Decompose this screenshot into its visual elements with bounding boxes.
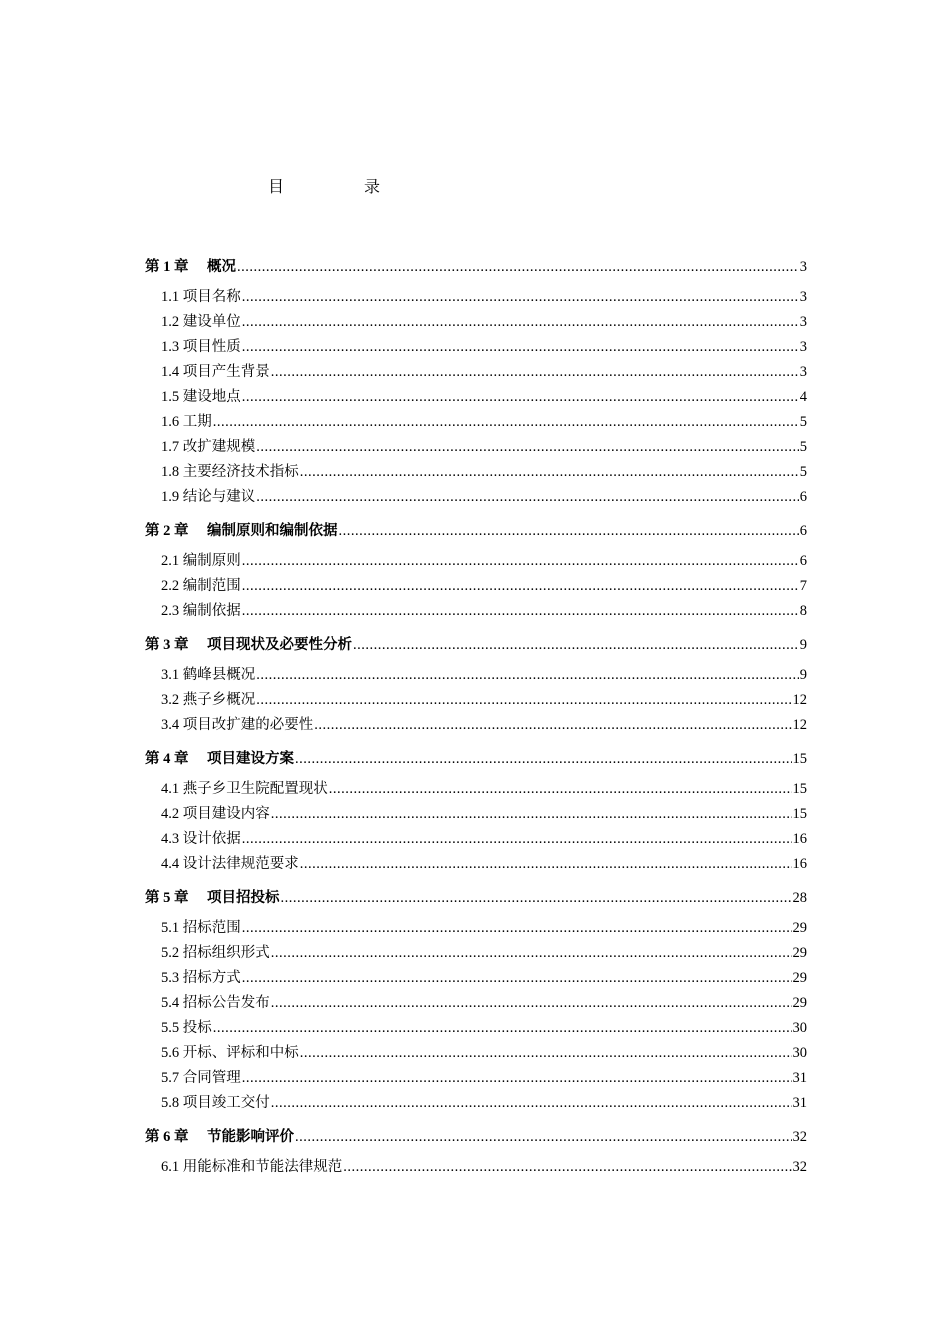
- toc-section-entry[interactable]: [145, 690, 807, 710]
- toc-section-entry[interactable]: [145, 1093, 807, 1113]
- toc-section-entry[interactable]: [145, 1043, 807, 1063]
- toc-chapter-entry[interactable]: [145, 257, 807, 277]
- toc-page-number: 16: [792, 856, 807, 872]
- toc-heading-char-2: 录: [364, 179, 381, 196]
- toc-page-number: 3: [799, 314, 807, 330]
- toc-dot-leader: [281, 888, 792, 908]
- toc-section-label: 5.3 招标方式: [161, 970, 241, 986]
- toc-section-entry[interactable]: [145, 487, 807, 507]
- table-of-contents: [145, 257, 807, 1182]
- toc-dot-leader: [242, 601, 799, 621]
- toc-page-number: 3: [799, 289, 807, 305]
- toc-dot-leader: [242, 551, 799, 571]
- toc-page-number: 8: [799, 603, 807, 619]
- toc-page-number: 31: [792, 1095, 807, 1111]
- toc-page-number: 29: [792, 995, 807, 1011]
- toc-dot-leader: [242, 576, 799, 596]
- toc-dot-leader: [314, 715, 791, 735]
- toc-section-entry[interactable]: [145, 312, 807, 332]
- toc-section-entry[interactable]: [145, 576, 807, 596]
- toc-section-label: 2.3 编制依据: [161, 603, 241, 619]
- toc-dot-leader: [213, 1018, 792, 1038]
- toc-section-entry[interactable]: [145, 412, 807, 432]
- toc-section-entry[interactable]: [145, 551, 807, 571]
- toc-section-entry[interactable]: [145, 1157, 807, 1177]
- toc-dot-leader: [242, 918, 792, 938]
- toc-chapter-label: [145, 749, 294, 769]
- toc-section-label: 1.1 项目名称: [161, 289, 241, 305]
- toc-dot-leader: [242, 829, 792, 849]
- toc-section-label: 3.4 项目改扩建的必要性: [161, 717, 314, 733]
- toc-section-entry[interactable]: [145, 829, 807, 849]
- toc-section-label: 5.5 投标: [161, 1020, 212, 1036]
- toc-chapter-title: 编制原则和编制依据: [207, 523, 338, 539]
- toc-dot-leader: [271, 804, 792, 824]
- toc-dot-leader: [295, 749, 792, 769]
- toc-section-entry[interactable]: [145, 1018, 807, 1038]
- toc-chapter-entry[interactable]: [145, 749, 807, 769]
- toc-dot-leader: [295, 1127, 792, 1147]
- toc-section-entry[interactable]: [145, 1068, 807, 1088]
- toc-dot-leader: [329, 779, 792, 799]
- toc-dot-leader: [213, 412, 799, 432]
- toc-page-number: 9: [799, 667, 807, 683]
- toc-section-label: 4.2 项目建设内容: [161, 806, 270, 822]
- toc-page-number: 16: [792, 831, 807, 847]
- toc-dot-leader: [271, 362, 799, 382]
- toc-section-label: 1.8 主要经济技术指标: [161, 464, 299, 480]
- toc-page-number: 31: [792, 1070, 807, 1086]
- toc-section-entry[interactable]: [145, 854, 807, 874]
- toc-section-entry[interactable]: [145, 779, 807, 799]
- toc-dot-leader: [300, 1043, 792, 1063]
- toc-chapter-label: [145, 257, 236, 277]
- toc-dot-leader: [256, 437, 799, 457]
- toc-section-entry[interactable]: [145, 993, 807, 1013]
- toc-dot-leader: [242, 1068, 792, 1088]
- toc-page-number: 9: [799, 637, 807, 653]
- toc-section-entry[interactable]: [145, 918, 807, 938]
- toc-page-number: 3: [799, 259, 807, 275]
- toc-page-number: 5: [799, 439, 807, 455]
- toc-page-number: 12: [792, 692, 807, 708]
- toc-dot-leader: [242, 968, 792, 988]
- toc-chapter-title: 节能影响评价: [207, 1129, 294, 1145]
- toc-section-label: 5.8 项目竣工交付: [161, 1095, 270, 1111]
- toc-page-number: 6: [799, 553, 807, 569]
- toc-page-number: 6: [799, 489, 807, 505]
- toc-section-label: 1.6 工期: [161, 414, 212, 430]
- toc-chapter-label: [145, 635, 352, 655]
- toc-chapter-title: 项目建设方案: [207, 751, 294, 767]
- toc-page-number: 5: [799, 414, 807, 430]
- toc-section-entry[interactable]: [145, 437, 807, 457]
- toc-page-number: 29: [792, 920, 807, 936]
- toc-chapter-entry[interactable]: [145, 635, 807, 655]
- toc-chapter-number: 第 2 章: [145, 523, 189, 539]
- toc-section-entry[interactable]: [145, 943, 807, 963]
- toc-page-number: 12: [792, 717, 807, 733]
- toc-section-entry[interactable]: [145, 715, 807, 735]
- toc-heading-char-1: 目: [268, 179, 285, 196]
- toc-section-label: 4.3 设计依据: [161, 831, 241, 847]
- toc-chapter-number: 第 1 章: [145, 259, 189, 275]
- toc-page-number: 30: [792, 1045, 807, 1061]
- toc-section-label: 1.3 项目性质: [161, 339, 241, 355]
- toc-section-label: 5.6 开标、评标和中标: [161, 1045, 299, 1061]
- toc-section-label: 6.1 用能标准和节能法律规范: [161, 1159, 343, 1175]
- toc-dot-leader: [256, 487, 799, 507]
- toc-page-number: 15: [792, 751, 807, 767]
- toc-section-entry[interactable]: [145, 337, 807, 357]
- toc-section-label: 1.5 建设地点: [161, 389, 241, 405]
- toc-page-number: 29: [792, 970, 807, 986]
- toc-chapter-number: 第 3 章: [145, 637, 189, 653]
- toc-chapter-label: [145, 1127, 294, 1147]
- toc-dot-leader: [242, 387, 799, 407]
- toc-section-label: 5.7 合同管理: [161, 1070, 241, 1086]
- toc-section-label: 1.9 结论与建议: [161, 489, 256, 505]
- toc-section-label: 2.1 编制原则: [161, 553, 241, 569]
- toc-section-entry[interactable]: [145, 665, 807, 685]
- toc-section-entry[interactable]: [145, 362, 807, 382]
- toc-section-label: 1.4 项目产生背景: [161, 364, 270, 380]
- toc-section-label: 5.2 招标组织形式: [161, 945, 270, 961]
- toc-section-label: 3.2 燕子乡概况: [161, 692, 256, 708]
- toc-chapter-label: [145, 888, 280, 908]
- toc-section-label: 2.2 编制范围: [161, 578, 241, 594]
- toc-section-label: 5.4 招标公告发布: [161, 995, 270, 1011]
- toc-dot-leader: [271, 943, 792, 963]
- toc-chapter-number: 第 6 章: [145, 1129, 189, 1145]
- toc-page-number: 3: [799, 364, 807, 380]
- toc-chapter-title: 项目现状及必要性分析: [207, 637, 352, 653]
- toc-section-entry[interactable]: [145, 462, 807, 482]
- toc-heading: [268, 178, 380, 198]
- toc-section-entry[interactable]: [145, 387, 807, 407]
- toc-page-number: 30: [792, 1020, 807, 1036]
- toc-page-number: 4: [799, 389, 807, 405]
- toc-section-entry[interactable]: [145, 804, 807, 824]
- toc-dot-leader: [242, 287, 799, 307]
- toc-dot-leader: [353, 635, 799, 655]
- toc-chapter-number: 第 4 章: [145, 751, 189, 767]
- toc-dot-leader: [237, 257, 799, 277]
- toc-dot-leader: [271, 1093, 792, 1113]
- toc-chapter-entry[interactable]: [145, 521, 807, 541]
- toc-dot-leader: [271, 993, 792, 1013]
- toc-page-number: 32: [792, 1159, 807, 1175]
- toc-section-entry[interactable]: [145, 968, 807, 988]
- toc-section-entry[interactable]: [145, 287, 807, 307]
- toc-dot-leader: [242, 337, 799, 357]
- toc-section-entry[interactable]: [145, 601, 807, 621]
- toc-dot-leader: [343, 1157, 791, 1177]
- toc-chapter-title: 概况: [207, 259, 236, 275]
- toc-page-number: 7: [799, 578, 807, 594]
- toc-dot-leader: [242, 312, 799, 332]
- toc-page-number: 6: [799, 523, 807, 539]
- toc-dot-leader: [256, 690, 791, 710]
- toc-dot-leader: [339, 521, 799, 541]
- toc-page-number: 29: [792, 945, 807, 961]
- toc-section-label: 3.1 鹤峰县概况: [161, 667, 256, 683]
- toc-chapter-number: 第 5 章: [145, 890, 189, 906]
- toc-chapter-label: [145, 521, 338, 541]
- toc-page-number: 15: [792, 781, 807, 797]
- toc-page-number: 32: [792, 1129, 807, 1145]
- toc-section-label: 5.1 招标范围: [161, 920, 241, 936]
- toc-section-label: 4.4 设计法律规范要求: [161, 856, 299, 872]
- toc-chapter-entry[interactable]: [145, 1127, 807, 1147]
- toc-dot-leader: [300, 462, 799, 482]
- toc-section-label: 1.2 建设单位: [161, 314, 241, 330]
- toc-chapter-title: 项目招投标: [207, 890, 280, 906]
- toc-chapter-entry[interactable]: [145, 888, 807, 908]
- toc-section-label: 1.7 改扩建规模: [161, 439, 256, 455]
- toc-page-number: 3: [799, 339, 807, 355]
- toc-page-number: 5: [799, 464, 807, 480]
- toc-dot-leader: [256, 665, 799, 685]
- toc-page-number: 15: [792, 806, 807, 822]
- toc-section-label: 4.1 燕子乡卫生院配置现状: [161, 781, 328, 797]
- toc-dot-leader: [300, 854, 792, 874]
- toc-page-number: 28: [792, 890, 807, 906]
